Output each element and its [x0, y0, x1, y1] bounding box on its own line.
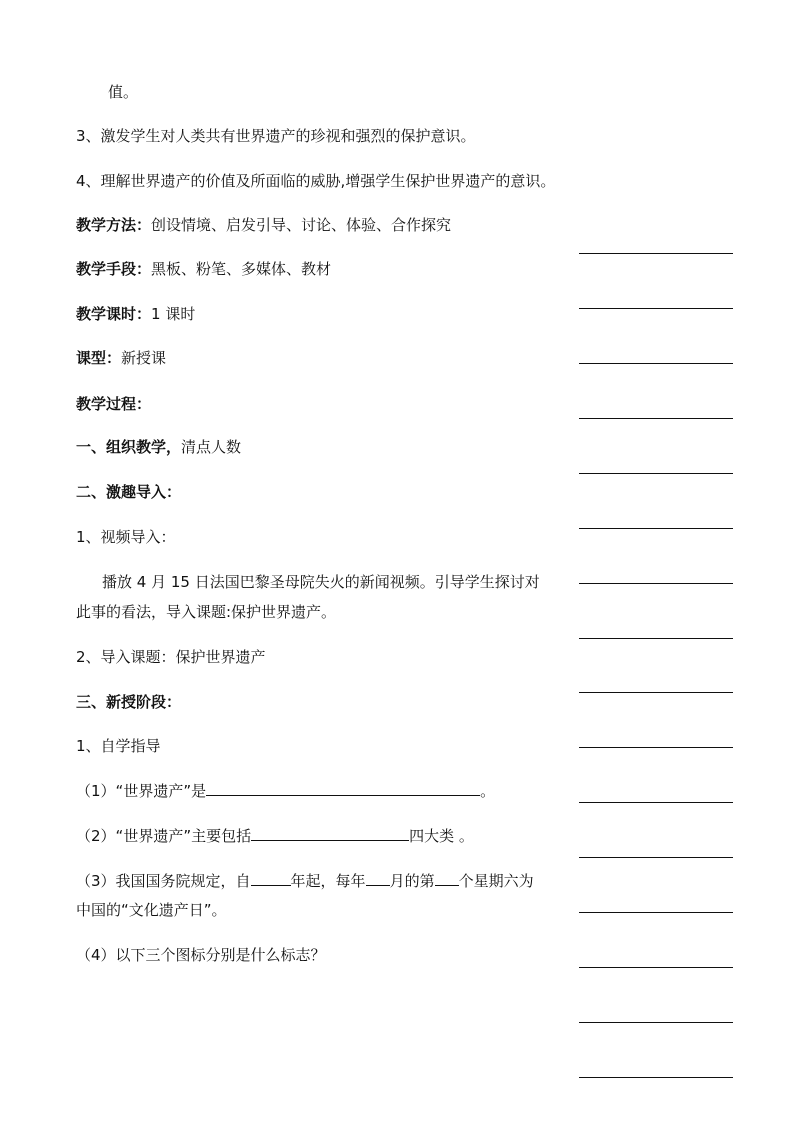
margin-note-line	[579, 802, 733, 803]
objective-4: 4、理解世界遗产的价值及所面临的威胁,增强学生保护世界遗产的意识。	[76, 172, 556, 190]
margin-note-line	[579, 967, 733, 968]
margin-note-line	[579, 857, 733, 858]
topic-intro: 2、导入课题：保护世界遗产	[76, 648, 266, 666]
video-intro-text: 播放 4 月 15 日法国巴黎圣母院失火的新闻视频。引导学生探讨对	[102, 573, 540, 591]
teaching-method-label: 教学方法：	[76, 216, 152, 234]
teaching-means-label: 教学手段：	[76, 260, 152, 278]
margin-note-line	[579, 1022, 733, 1023]
lesson-type-label: 课型：	[76, 349, 122, 367]
self-study-heading: 1、自学指导	[76, 737, 161, 755]
question-1	[76, 780, 495, 801]
margin-note-line	[579, 308, 733, 309]
question-1-end: 。	[480, 782, 496, 800]
question-3-text-c: 月的第	[389, 872, 435, 890]
teaching-method-value: 创设情境、启发引导、讨论、体验、合作探究	[151, 216, 452, 234]
margin-note-line	[579, 253, 733, 254]
section-3-heading: 三、新授阶段：	[76, 693, 182, 711]
video-intro-text-cont: 此事的看法，导入课题:保护世界遗产。	[76, 603, 337, 621]
lesson-type	[76, 348, 166, 368]
question-3	[76, 870, 534, 891]
lesson-type-value: 新授课	[121, 349, 167, 367]
section-1	[76, 437, 241, 457]
section-1-heading: 一、组织教学，	[76, 438, 182, 456]
section-1-text: 清点人数	[181, 438, 242, 456]
section-2-heading: 二、激趣导入：	[76, 483, 182, 501]
question-1-blank[interactable]	[206, 780, 480, 796]
margin-note-line	[579, 473, 733, 474]
question-1-text: （1）“世界遗产”是	[76, 782, 207, 800]
question-3-text-a: （3）我国国务院规定，自	[76, 872, 251, 890]
question-3-week-blank[interactable]	[435, 870, 459, 886]
video-intro-heading: 1、视频导入：	[76, 528, 176, 546]
margin-note-line	[579, 747, 733, 748]
margin-note-line	[579, 418, 733, 419]
margin-note-line	[579, 692, 733, 693]
question-2-blank[interactable]	[251, 825, 409, 841]
margin-note-line	[579, 528, 733, 529]
question-2-text: （2）“世界遗产”主要包括	[76, 827, 252, 845]
teaching-means	[76, 259, 331, 279]
teaching-hours-value: 1 课时	[151, 305, 196, 323]
paragraph-continuation: 值。	[108, 83, 139, 101]
question-3-text-d: 个星期六为	[458, 872, 534, 890]
question-2-end: 四大类 。	[409, 827, 474, 845]
objective-3: 3、激发学生对人类共有世界遗产的珍视和强烈的保护意识。	[76, 127, 476, 145]
margin-note-line	[579, 583, 733, 584]
question-3-text-b: 年起，每年	[290, 872, 366, 890]
teaching-hours-label: 教学课时：	[76, 305, 152, 323]
margin-note-line	[579, 912, 733, 913]
question-3-month-blank[interactable]	[366, 870, 390, 886]
margin-note-line	[579, 1077, 733, 1078]
question-4: （4）以下三个图标分别是什么标志？	[76, 946, 326, 964]
teaching-hours	[76, 304, 195, 324]
question-3-cont: 中国的“文化遗产日”。	[76, 901, 227, 919]
teaching-process-heading: 教学过程：	[76, 395, 152, 413]
question-3-year-blank[interactable]	[251, 870, 291, 886]
teaching-means-value: 黑板、粉笔、多媒体、教材	[151, 260, 332, 278]
teaching-method	[76, 215, 451, 235]
margin-note-line	[579, 638, 733, 639]
margin-note-line	[579, 363, 733, 364]
question-2	[76, 825, 474, 846]
